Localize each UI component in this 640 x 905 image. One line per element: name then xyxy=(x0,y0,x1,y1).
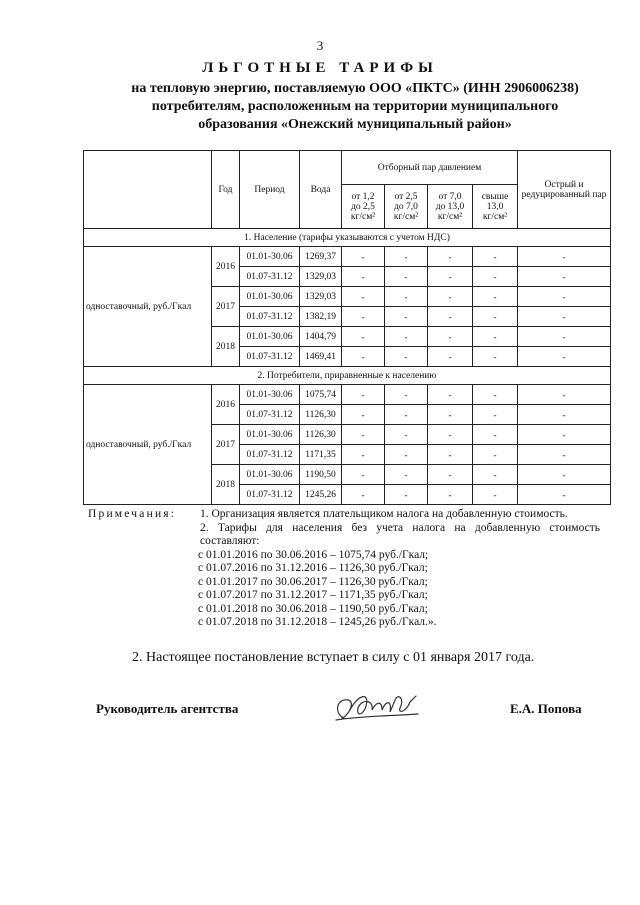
empty-tariff-cell: - xyxy=(385,445,428,465)
note-item: с 01.01.2017 по 30.06.2017 – 1126,30 руб./Гкал; xyxy=(198,575,428,588)
note-line: 1. Организация является плательщиком налога на добавленную стоимость. xyxy=(200,508,568,520)
water-tariff-cell: 1329,03 xyxy=(300,287,342,307)
empty-tariff-cell: - xyxy=(473,445,518,465)
empty-tariff-cell: - xyxy=(518,267,611,287)
signatory-name: Е.А. Попова xyxy=(510,701,582,716)
empty-tariff-cell: - xyxy=(518,445,611,465)
empty-tariff-cell: - xyxy=(473,485,518,505)
empty-tariff-cell: - xyxy=(428,485,473,505)
tariff-table xyxy=(83,150,611,505)
period-cell: 01.07-31.12 xyxy=(240,267,300,287)
document-title: ЛЬГОТНЫЕ ТАРИФЫ xyxy=(202,60,438,76)
empty-tariff-cell: - xyxy=(473,307,518,327)
note-item: с 01.01.2016 по 30.06.2016 – 1075,74 руб./Гкал; xyxy=(198,548,429,561)
header-steam-col: от 7,0 до 13,0 кг/см² xyxy=(428,185,473,229)
empty-tariff-cell: - xyxy=(342,485,385,505)
water-tariff-cell: 1245,26 xyxy=(300,485,342,505)
period-cell: 01.07-31.12 xyxy=(240,405,300,425)
empty-tariff-cell: - xyxy=(428,327,473,347)
water-tariff-cell: 1329,03 xyxy=(300,267,342,287)
empty-tariff-cell: - xyxy=(342,347,385,367)
empty-tariff-cell: - xyxy=(342,425,385,445)
period-cell: 01.01-30.06 xyxy=(240,327,300,347)
empty-tariff-cell: - xyxy=(342,247,385,267)
note-item: с 01.07.2016 по 31.12.2016 – 1126,30 руб./Гкал; xyxy=(198,562,428,574)
period-cell: 01.01-30.06 xyxy=(240,465,300,485)
period-cell: 01.01-30.06 xyxy=(240,385,300,405)
header-steam-col: от 2,5 до 7,0 кг/см² xyxy=(385,185,428,229)
signatory-title: Руководитель агентства xyxy=(96,701,239,716)
empty-tariff-cell: - xyxy=(385,385,428,405)
period-cell: 01.07-31.12 xyxy=(240,485,300,505)
empty-tariff-cell: - xyxy=(518,385,611,405)
header-steam-col: от 1,2 до 2,5 кг/см² xyxy=(342,185,385,229)
period-cell: 01.07-31.12 xyxy=(240,445,300,465)
note-item: с 01.07.2018 по 31.12.2018 – 1245,26 руб./Гкал.». xyxy=(198,616,437,628)
empty-tariff-cell: - xyxy=(385,287,428,307)
water-tariff-cell: 1382,19 xyxy=(300,307,342,327)
empty-tariff-cell: - xyxy=(518,307,611,327)
empty-tariff-cell: - xyxy=(428,445,473,465)
empty-tariff-cell: - xyxy=(428,425,473,445)
empty-tariff-cell: - xyxy=(428,465,473,485)
subtitle-line: образования «Онежский муниципальный район» xyxy=(198,117,512,132)
period-cell: 01.01-30.06 xyxy=(240,425,300,445)
empty-tariff-cell: - xyxy=(473,327,518,347)
water-tariff-cell: 1469,41 xyxy=(300,347,342,367)
empty-tariff-cell: - xyxy=(473,385,518,405)
year-cell: 2016 xyxy=(212,385,240,425)
section-row xyxy=(84,229,611,247)
water-tariff-cell: 1075,74 xyxy=(300,385,342,405)
water-tariff-cell: 1126,30 xyxy=(300,405,342,425)
empty-tariff-cell: - xyxy=(385,327,428,347)
empty-tariff-cell: - xyxy=(473,347,518,367)
row-label: одноставочный, руб./Гкал xyxy=(84,385,212,505)
empty-tariff-cell: - xyxy=(342,385,385,405)
empty-tariff-cell: - xyxy=(342,267,385,287)
period-cell: 01.01-30.06 xyxy=(240,247,300,267)
empty-tariff-cell: - xyxy=(428,347,473,367)
water-tariff-cell: 1126,30 xyxy=(300,425,342,445)
empty-tariff-cell: - xyxy=(342,287,385,307)
empty-tariff-cell: - xyxy=(518,327,611,347)
note-line: 2. Тарифы для населения без учета налога на добавленную стоимость составляют: xyxy=(200,521,600,547)
water-tariff-cell: 1190,50 xyxy=(300,465,342,485)
subtitle-line: на тепловую энергию, поставляемую ООО «ПКТС» (ИНН 2906006238) xyxy=(131,81,579,96)
empty-tariff-cell: - xyxy=(385,465,428,485)
table-header-empty xyxy=(84,151,212,229)
empty-tariff-cell: - xyxy=(385,247,428,267)
empty-tariff-cell: - xyxy=(518,405,611,425)
note-item: с 01.07.2017 по 31.12.2017 – 1171,35 руб./Гкал; xyxy=(198,589,428,601)
header-sharp-steam: Острый и редуцированный пар xyxy=(518,151,611,229)
empty-tariff-cell: - xyxy=(385,307,428,327)
empty-tariff-cell: - xyxy=(428,287,473,307)
section-title: 2. Потребители, приравненные к населению xyxy=(84,367,611,385)
year-cell: 2017 xyxy=(212,287,240,327)
header-year: Год xyxy=(212,151,240,229)
empty-tariff-cell: - xyxy=(385,267,428,287)
empty-tariff-cell: - xyxy=(473,267,518,287)
empty-tariff-cell: - xyxy=(428,405,473,425)
period-cell: 01.07-31.12 xyxy=(240,347,300,367)
empty-tariff-cell: - xyxy=(473,247,518,267)
empty-tariff-cell: - xyxy=(473,465,518,485)
empty-tariff-cell: - xyxy=(342,445,385,465)
notes-label: Примечания: xyxy=(88,508,177,520)
empty-tariff-cell: - xyxy=(473,425,518,445)
empty-tariff-cell: - xyxy=(385,405,428,425)
empty-tariff-cell: - xyxy=(342,465,385,485)
section-title: 1. Население (тарифы указываются с учетом НДС) xyxy=(84,229,611,247)
empty-tariff-cell: - xyxy=(428,385,473,405)
header-period: Период xyxy=(240,151,300,229)
table-row xyxy=(84,247,611,267)
signature-image xyxy=(330,688,430,728)
year-cell: 2016 xyxy=(212,247,240,287)
subtitle-line: потребителям, расположенным на территории муниципального xyxy=(151,99,559,114)
document-subtitle xyxy=(60,80,640,134)
empty-tariff-cell: - xyxy=(518,425,611,445)
period-cell: 01.07-31.12 xyxy=(240,307,300,327)
empty-tariff-cell: - xyxy=(518,287,611,307)
empty-tariff-cell: - xyxy=(342,405,385,425)
empty-tariff-cell: - xyxy=(428,247,473,267)
water-tariff-cell: 1404,79 xyxy=(300,327,342,347)
header-steam-col: свыше 13,0 кг/см² xyxy=(473,185,518,229)
empty-tariff-cell: - xyxy=(385,485,428,505)
empty-tariff-cell: - xyxy=(518,465,611,485)
table-row xyxy=(84,385,611,405)
empty-tariff-cell: - xyxy=(473,405,518,425)
page-number: 3 xyxy=(316,38,324,53)
row-label: одноставочный, руб./Гкал xyxy=(84,247,212,367)
empty-tariff-cell: - xyxy=(385,347,428,367)
empty-tariff-cell: - xyxy=(342,307,385,327)
section-row xyxy=(84,367,611,385)
empty-tariff-cell: - xyxy=(473,287,518,307)
year-cell: 2018 xyxy=(212,465,240,505)
note-item: с 01.01.2018 по 30.06.2018 – 1190,50 руб./Гкал; xyxy=(198,602,428,615)
empty-tariff-cell: - xyxy=(385,425,428,445)
year-cell: 2018 xyxy=(212,327,240,367)
header-steam-group: Отборный пар давлением xyxy=(342,151,518,185)
empty-tariff-cell: - xyxy=(428,307,473,327)
year-cell: 2017 xyxy=(212,425,240,465)
empty-tariff-cell: - xyxy=(342,327,385,347)
water-tariff-cell: 1269,37 xyxy=(300,247,342,267)
decree-text: 2. Настоящее постановление вступает в силу с 01 января 2017 года. xyxy=(132,650,535,665)
header-water: Вода xyxy=(300,151,342,229)
period-cell: 01.01-30.06 xyxy=(240,287,300,307)
empty-tariff-cell: - xyxy=(518,347,611,367)
water-tariff-cell: 1171,35 xyxy=(300,445,342,465)
empty-tariff-cell: - xyxy=(518,485,611,505)
empty-tariff-cell: - xyxy=(518,247,611,267)
empty-tariff-cell: - xyxy=(428,267,473,287)
